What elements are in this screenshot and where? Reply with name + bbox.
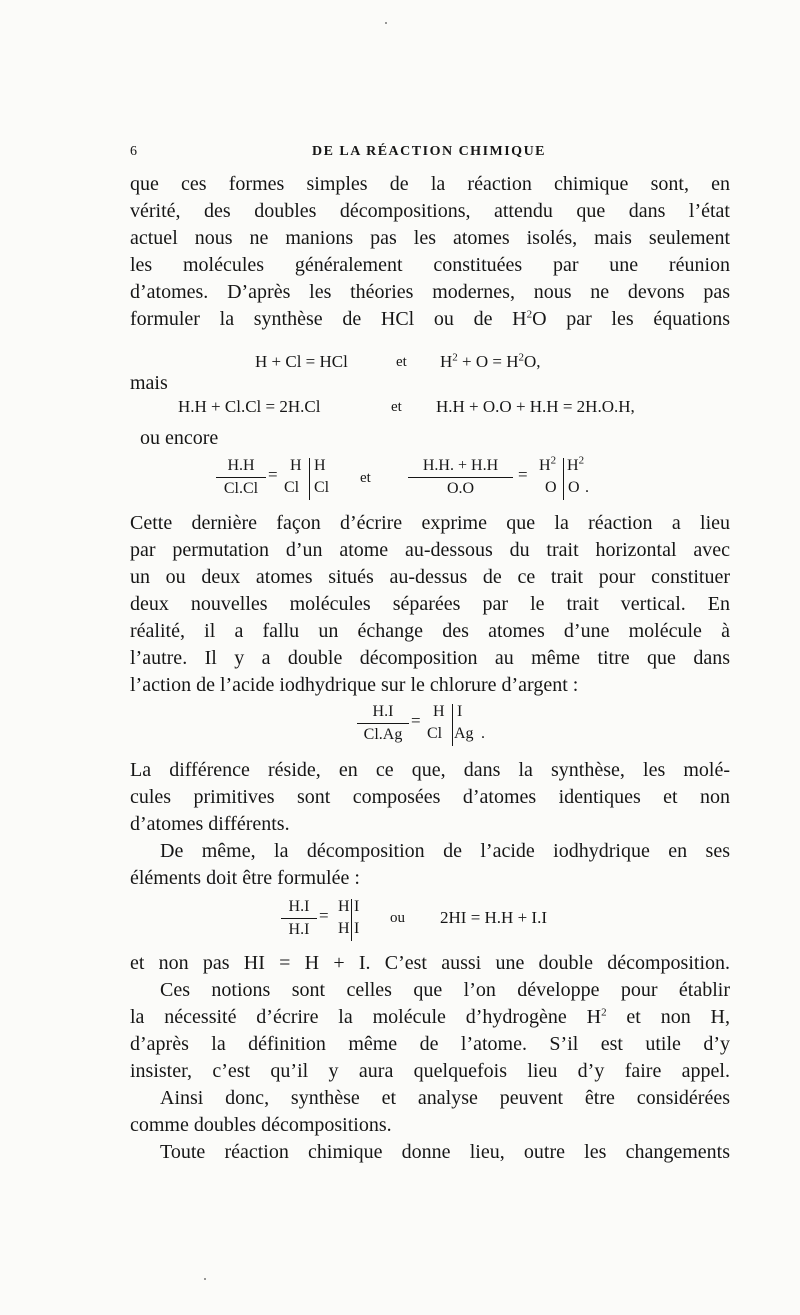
- permutation-table-agcl: H I Cl Ag .: [427, 703, 485, 742]
- text-line: formuler la synthèse de HCl ou de $H^2O$ par les équations: [130, 308, 730, 330]
- vertical-rule: [452, 704, 453, 746]
- equation-water-molecular: H.H + O.O + H.H = 2H.O.H,: [436, 397, 635, 416]
- text-line: Ces notions sont celles que l’on développe pour établir: [160, 979, 730, 1001]
- text-line: par permutation d’un atome au-dessous du trait horizontal avec: [130, 539, 730, 561]
- text-line: comme doubles décompositions.: [130, 1114, 392, 1136]
- text-line: De même, la décomposition de l’acide iodhydrique en ses: [160, 840, 730, 862]
- word-mais: mais: [130, 372, 168, 394]
- text-line: réalité, il a fallu un échange des atomes d’une molécule à: [130, 620, 730, 642]
- vertical-rule: [351, 899, 352, 941]
- fraction-water: H.H. + H.H O.O: [408, 456, 513, 499]
- text-line: les molécules généralement constituées par une réunion: [130, 254, 730, 276]
- conjunction-et: et: [396, 354, 407, 370]
- text-line: Cette dernière façon d’écrire exprime que la réaction a lieu: [130, 512, 730, 534]
- fraction-hh-clcl: H.H Cl.Cl: [216, 456, 266, 499]
- text-line: insister, c’est qu’il y aura quelquefois lieu d’y faire appel.: [130, 1060, 730, 1082]
- equation-hcl: H + Cl = HCl: [255, 352, 348, 371]
- conjunction-et: et: [391, 399, 402, 415]
- words-ou-encore: ou encore: [140, 427, 219, 449]
- text-line: cules primitives sont composées d’atomes identiques et non: [130, 786, 730, 808]
- page-number: 6: [130, 144, 139, 159]
- text-line: d’atomes différents.: [130, 813, 290, 835]
- paper-speck: [204, 1278, 206, 1280]
- fraction-hi-hi: H.I H.I: [281, 897, 317, 940]
- text-line: éléments doit être formulée :: [130, 867, 360, 889]
- text-line: d’après la définition même de l’atome. S’il est utile d’y: [130, 1033, 730, 1055]
- equals-sign: =: [411, 711, 421, 730]
- running-header: [130, 144, 728, 166]
- vertical-rule: [309, 458, 310, 500]
- equals-sign: =: [319, 906, 329, 925]
- text-line: et non pas HI = H + I. C’est aussi une double décomposition.: [130, 952, 730, 974]
- fraction-hi-clag: H.I Cl.Ag: [357, 702, 409, 745]
- text-line: actuel nous ne manions pas les atomes isolés, mais seulement: [130, 227, 730, 249]
- text-line: l’autre. Il y a double décomposition au même titre que dans: [130, 647, 730, 669]
- text-line: d’atomes. D’après les théories modernes, nous ne devons pas: [130, 281, 730, 303]
- text-line: La différence réside, en ce que, dans la synthèse, les molé-: [130, 759, 730, 781]
- text-line: Toute réaction chimique donne lieu, outre les changements: [160, 1141, 730, 1163]
- text-line: vérité, des doubles décompositions, attendu que dans l’état: [130, 200, 730, 222]
- permutation-table-water: $H^2$ $H^2$ O O .: [539, 454, 589, 496]
- vertical-rule: [563, 458, 564, 500]
- equation-hi-decomposition: 2HI = H.H + I.I: [440, 908, 547, 927]
- text-line: un ou deux atomes situés au-dessus de ce trait pour constituer: [130, 566, 730, 588]
- text-line: la nécessité d’écrire la molécule d’hydrogène $H^2$ et non H,: [130, 1006, 730, 1028]
- equals-sign: =: [518, 465, 528, 484]
- equation-water: $H^2 + O = H^2O$,: [440, 351, 541, 371]
- text-line: que ces formes simples de la réaction chimique sont, en: [130, 173, 730, 195]
- equals-sign: =: [268, 465, 278, 484]
- text-line: Ainsi donc, synthèse et analyse peuvent être considérées: [160, 1087, 730, 1109]
- equation-hcl-molecular: H.H + Cl.Cl = 2H.Cl: [178, 397, 321, 416]
- text-line: l’action de l’acide iodhydrique sur le chlorure d’argent :: [130, 674, 579, 696]
- conjunction-et: et: [360, 470, 371, 486]
- paper-speck: [385, 22, 387, 24]
- running-title: DE LA RÉACTION CHIMIQUE: [311, 144, 547, 159]
- text-line: deux nouvelles molécules séparées par le trait vertical. En: [130, 593, 730, 615]
- conjunction-ou: ou: [390, 910, 405, 926]
- permutation-table-hcl: H H Cl Cl: [284, 457, 330, 496]
- permutation-table-hi: H I H I: [338, 898, 360, 937]
